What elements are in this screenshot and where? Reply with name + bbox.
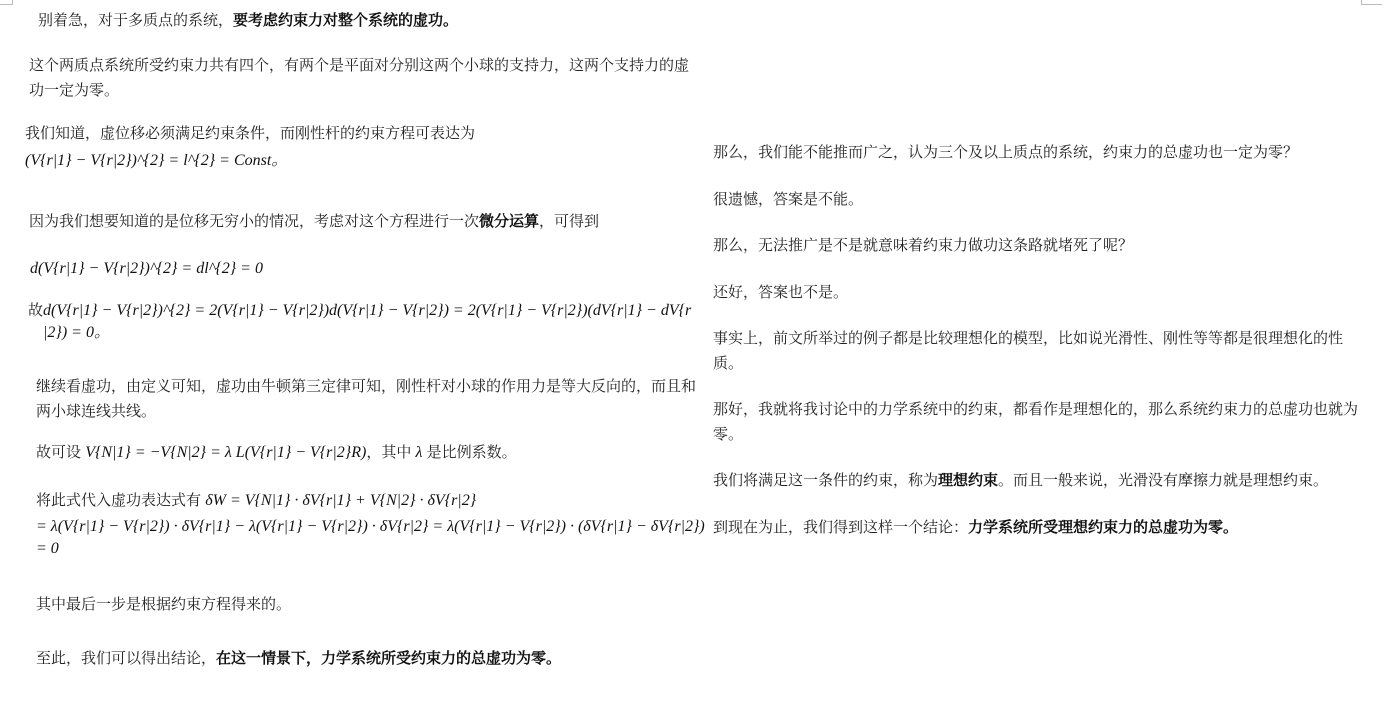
text: 我们将满足这一条件的约束，称为 <box>713 472 939 489</box>
paragraph-constraint-forces: 这个两质点系统所受约束力共有四个，有两个是平面对分别这两个小球的支持力，这两个支持力的虚功一定为零。 <box>29 57 690 99</box>
right-paragraph-4: 还好，答案也不是。 <box>713 284 849 301</box>
equation-expanded-line <box>28 300 693 344</box>
paragraph-virtual-work <box>36 374 703 424</box>
text: 到现在为止，我们得到这样一个结论： <box>713 519 969 536</box>
right-paragraph-8 <box>713 515 1238 540</box>
equation-deltaW: δW = V{N|1} · δV{r|1} + V{N|2} · δV{r|2} <box>205 492 477 509</box>
paragraph-last-step: 其中最后一步是根据约束方程得来的。 <box>36 596 292 613</box>
crop-mark-right <box>1361 0 1382 5</box>
paragraph-constraint-equation: 我们知道，虚位移必须满足约束条件，而刚性杆的约束方程可表达为 <box>25 125 476 142</box>
right-paragraph-2: 很遗憾，答案是不能。 <box>713 191 864 208</box>
text: 将此式代入虚功表达式有 <box>36 492 202 509</box>
right-paragraph-5: 事实上，前文所举过的例子都是比较理想化的模型，比如说光滑性、刚性等等都是很理想化的性质。 <box>713 330 1344 372</box>
bold-text: 要考虑约束力对整个系统的虚功。 <box>233 12 459 29</box>
bold-text: 在这一情景下，力学系统所受约束力的总虚功为零。 <box>216 650 562 667</box>
bold-text: 力学系统所受理想约束力的总虚功为零。 <box>968 519 1239 536</box>
paragraph-intro <box>38 8 458 33</box>
right-paragraph-6: 那好，我就将我讨论中的力学系统中的约束，都看作是理想化的，那么系统约束力的总虚功也就为零。 <box>713 401 1359 443</box>
equation-differential: d(V{r|1} − V{r|2})^{2} = dl^{2} = 0 <box>30 260 263 277</box>
lambda-symbol: λ <box>415 444 423 461</box>
equation-constraint: (V{r|1} − V{r|2})^{2} = l^{2} = Const。 <box>25 152 288 169</box>
crop-mark-left <box>0 0 13 5</box>
equation-N: V{N|1} = −V{N|2} = λ L(V{r|1} − V{r|2}R) <box>85 444 367 461</box>
text: 别着急，对于多质点的系统， <box>38 12 234 29</box>
text: 至此，我们可以得出结论， <box>36 650 217 667</box>
right-paragraph-7 <box>713 468 1328 493</box>
paragraph-substitute <box>36 488 476 513</box>
paragraph-differential <box>29 209 599 234</box>
text: 因为我们想要知道的是位移无穷小的情况，考虑对这个方程进行一次 <box>29 213 480 230</box>
paragraph-assume-N <box>36 440 517 465</box>
text: 是比例系数。 <box>426 444 517 461</box>
text: 。而且一般来说，光滑没有摩擦力就是理想约束。 <box>998 472 1329 489</box>
bold-text: 微分运算 <box>479 213 540 230</box>
equation-expanded: d(V{r|1} − V{r|2})^{2} = 2(V{r|1} − V{r|2})d(V{r|1} − V{r|2}) = 2(V{r|1} − V{r|2})(dV{r|1} − dV{r|2}) = 0。 <box>43 302 692 341</box>
right-paragraph-1: 那么，我们能不能推而广之，认为三个及以上质点的系统，约束力的总虚功也一定为零？ <box>713 144 1299 161</box>
text: ，其中 <box>366 444 412 461</box>
right-paragraph-3: 那么，无法推广是不是就意味着约束力做功这条路就堵死了呢？ <box>713 237 1134 254</box>
text: ，可得到 <box>539 213 600 230</box>
equation-deltaW-expanded: = λ(V{r|1} − V{r|2}) · δV{r|1} − λ(V{r|1} − V{r|2}) · δV{r|2} = λ(V{r|1} − V{r|2}) · (δV{r|1} − δV{r|2}) = 0 <box>36 518 705 557</box>
text: 故可设 <box>36 444 82 461</box>
paragraph-conclusion <box>36 646 561 671</box>
text: 继续看虚功，由定义可知，虚功由牛顿第三定律可知，刚性杆对小球的作用力是等大反向的，而且和两小球连线共线。 <box>36 378 697 420</box>
text: 故 <box>28 302 44 319</box>
bold-text: 理想约束 <box>938 472 999 489</box>
